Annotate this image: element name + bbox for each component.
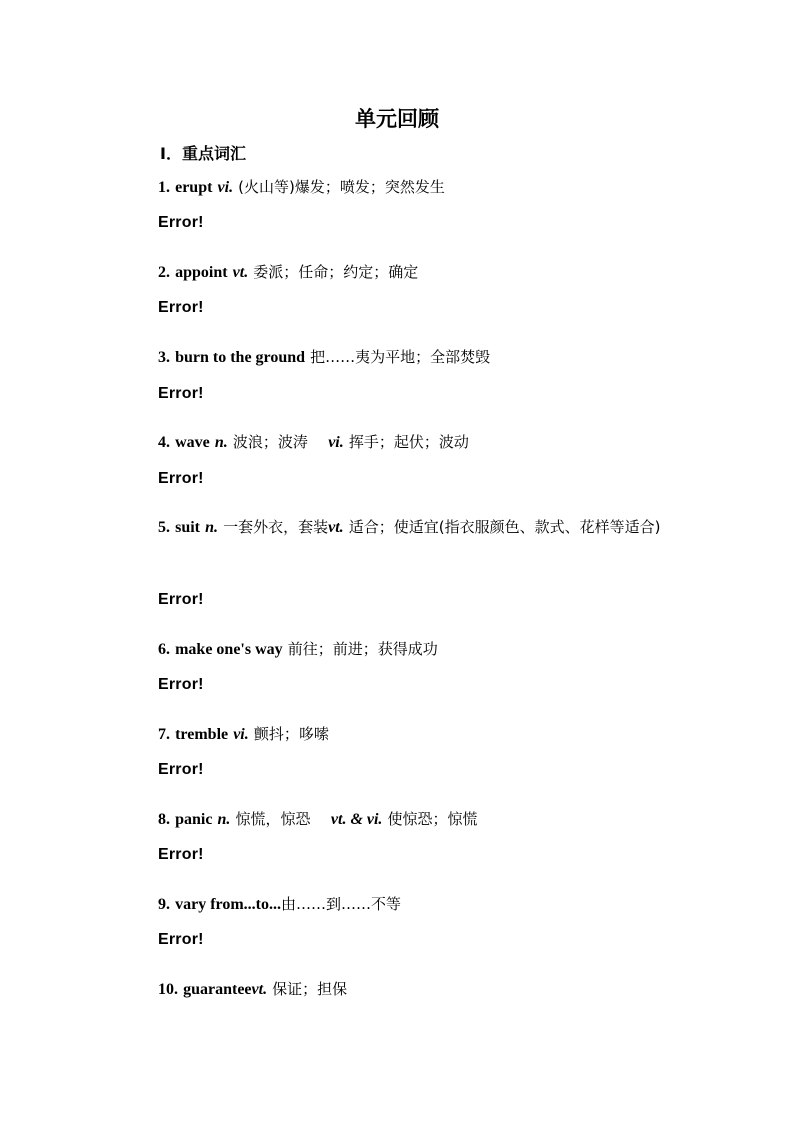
error-field: Error! [158,931,204,948]
entry-word: tremble [175,726,229,743]
entry-meaning: 一套外衣，套装 [223,518,329,536]
page-title: 单元回顾 [355,107,439,131]
section-heading: Ⅰ．重点词汇 [160,144,246,163]
entry-meaning: 惊慌，惊恐 [235,810,311,828]
entry-pos: vi. [217,179,234,196]
entry-number: 10. [158,981,178,998]
vocab-entry [158,886,698,923]
entry-number: 1. [158,179,170,196]
entry-word: guarantee [183,981,252,998]
vocab-entry [158,254,698,291]
entry-pos-secondary: vt. [328,519,344,536]
entry-word: erupt [175,179,213,196]
entry-number: 7. [158,726,170,743]
entry-meaning-secondary: 适合；使适宜(指衣服颜色、款式、花样等适合) [348,518,661,536]
vocab-entry [158,424,698,461]
error-field: Error! [158,299,204,316]
entry-pos-secondary: vt. & vi. [330,811,383,828]
entry-meaning: (火山等)爆发；喷发；突然发生 [238,178,445,196]
entry-pos: n. [217,811,231,828]
entry-word: burn to the ground [175,349,306,366]
entry-number: 2. [158,264,170,281]
error-field: Error! [158,761,204,778]
entry-word: suit [175,519,200,536]
vocab-entry [120,509,690,546]
entry-pos-secondary: vi. [328,434,344,451]
entry-number: 5. [158,519,170,536]
entry-number: 4. [158,434,170,451]
vocab-entry [158,971,698,1008]
entry-meaning: 前往；前进；获得成功 [287,640,438,658]
vocab-entry [158,716,698,753]
entry-meaning: 把……夷为平地；全部焚毁 [310,348,491,366]
entry-meaning: 由……到……不等 [281,895,402,913]
vocab-entry [158,801,698,838]
entry-word: appoint [175,264,228,281]
entry-pos: vt. [251,981,268,998]
error-field: Error! [158,676,204,693]
entry-pos: n. [205,519,218,536]
entry-meaning: 保证；担保 [272,980,348,998]
entry-word: make one's way [175,641,283,658]
error-field: Error! [158,470,204,487]
entry-number: 9. [158,896,170,913]
vocab-entry [158,169,698,206]
error-field: Error! [158,214,204,231]
entry-pos: vt. [232,264,249,281]
vocab-entry [158,339,698,376]
entry-number: 6. [158,641,170,658]
entry-number: 3. [158,349,170,366]
error-field: Error! [158,385,204,402]
entry-meaning-secondary: 挥手；起伏；波动 [348,433,469,451]
vocab-entry [158,631,698,668]
entry-word: vary from...to... [175,896,281,913]
entry-word: panic [175,811,213,828]
error-field: Error! [158,846,204,863]
error-field: Error! [158,591,204,608]
entry-pos: n. [214,434,228,451]
entry-meaning: 波浪；波涛 [232,433,308,451]
entry-meaning-secondary: 使惊恐；惊慌 [387,810,478,828]
entry-meaning: 委派；任命；约定；确定 [253,263,419,281]
entry-word: wave [175,434,210,451]
entry-meaning: 颤抖；哆嗦 [253,725,329,743]
entry-pos: vi. [233,726,249,743]
entry-number: 8. [158,811,170,828]
